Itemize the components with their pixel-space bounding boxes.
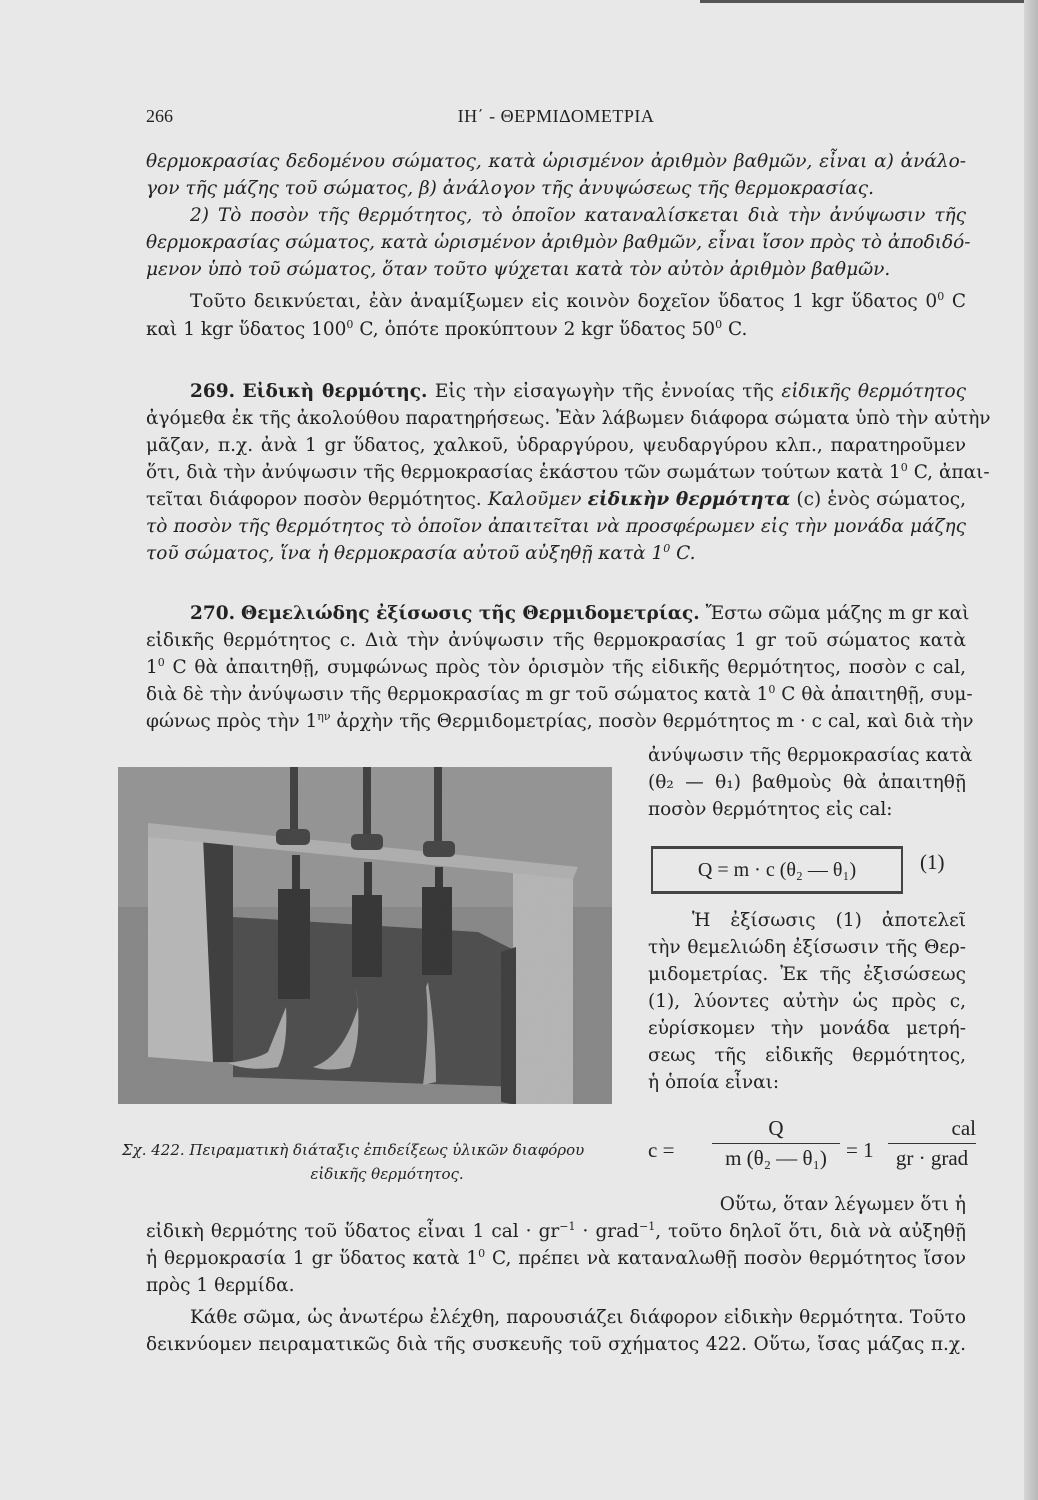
text-line: ὅτι, διὰ τὴν ἀνύψωσιν τῆς θερμοκρασίας ἑκάστου τῶν σωμάτων τούτων κατὰ $1^0$ C, ἀπαι- [146,461,990,483]
text-line: μᾶζαν, π.χ. ἀνὰ 1 gr ὕδατος, χαλκοῦ, ὑδραργύρου, ψευδαργύρου κλπ., παρατηροῦμεν [146,435,966,456]
text-line: διὰ δὲ τὴν ἀνύψωσιν τῆς θερμοκρασίας m gr τοῦ σώματος κατὰ $1^0$ C θὰ ἀπαιτηθῇ, συμ- [146,683,973,705]
boxed-equation: Q = m · c (θ₂ — θ₁) [651,846,903,894]
text-line: ποσὸν θερμότητος εἰς cal: [648,799,893,820]
text-line: (1), λύοντες αὐτὴν ὡς πρὸς c, [648,991,966,1012]
text-line: ἡ ὁποία εἶναι: [648,1072,780,1093]
text-line: φώνως πρὸς τὴν $1^{\eta\nu}$ ἀρχὴν τῆς Θερμιδομετρίας, ποσὸν θερμότητος m · c cal, καὶ διὰ τὴν [146,710,974,732]
page-top-edge [700,0,1038,3]
page-header [146,106,966,130]
text-line: καὶ 1 kgr ὕδατος $100^0$ C, ὁπότε προκύπτουν 2 kgr ὕδατος $50^0$ C. [146,318,748,340]
section-269-heading-line: 269. Εἰδικὴ θερμότης. Εἰς τὴν εἰσαγωγὴν τῆς ἐννοίας τῆς εἰδικῆς θερμότητος [190,381,966,402]
text-line: ἀγόμεθα ἐκ τῆς ἀκολούθου παρατηρήσεως. Ἐὰν λάβωμεν διάφορα σώματα ὑπὸ τὴν αὐτὴν [146,408,991,429]
text-line: Κάθε σῶμα, ὡς ἀνωτέρω ἐλέχθη, παρουσιάζει διάφορον εἰδικὴν θερμότητα. Τοῦτο [190,1307,966,1328]
figure-422-photo [118,767,612,1104]
text-line: θερμοκρασίας σώματος, κατὰ ὡρισμένον ἀριθμὸν βαθμῶν, εἶναι ἴσον πρὸς τὸ ἀποδιδό- [146,232,971,253]
text-line: ἡ θερμοκρασία 1 gr ὕδατος κατὰ $1^0$ C, πρέπει νὰ καταναλωθῇ ποσὸν θερμότητος ἴσον [146,1247,966,1269]
section-title: Εἰδικὴ θερμότης. [242,381,428,402]
text-line: $1^0$ C θὰ ἀπαιτηθῇ, συμφώνως πρὸς τὸν ὁρισμὸν τῆς εἰδικῆς θερμότητος, ποσὸν c cal, [146,656,966,678]
text-line: θερμοκρασίας δεδομένου σώματος, κατὰ ὡρισμένον ἀριθμὸν βαθμῶν, εἶναι α) ἀνάλο- [146,151,966,172]
text-line: πρὸς 1 θερμίδα. [146,1275,295,1296]
text-line: τεῖται διάφορον ποσὸν θερμότητος. Καλοῦμεν εἰδικὴν θερμότητα (c) ἑνὸς σώματος, [146,489,966,510]
page-binding-edge [1024,0,1038,1500]
section-number: 269. [190,381,236,402]
text-line: τοῦ σώματος, ἵνα ἡ θερμοκρασία αὐτοῦ αὐξηθῇ κατὰ $1^0$ C. [146,542,696,564]
text-line: εὑρίσκομεν τὴν μονάδα μετρή- [648,1018,966,1039]
running-title: ΙΗ΄ - ΘΕΡΜΙΔΟΜΕΤΡΙΑ [457,106,655,126]
text-line: εἰδικῆς θερμότητος c. Διὰ τὴν ἀνύψωσιν τῆς θερμοκρασίας 1 gr τοῦ σώματος κατὰ [146,630,966,651]
text-line: εἰδικὴ θερμότης τοῦ ὕδατος εἶναι 1 cal · $gr^{-1}$ · grad$^{-1}$, τοῦτο δηλοῖ ὅτι, διὰ νὰ αὐξηθῇ [146,1220,966,1242]
apparatus-illustration [118,767,612,1104]
equation-number: (1) [920,850,945,874]
text-line: δεικνύομεν πειραματικῶς διὰ τῆς συσκευῆς τοῦ σχήματος 422. Οὕτω, ἴσας μάζας π.χ. [146,1334,966,1355]
specific-heat-unit-formula: c = $\frac{Q}{\text{m (θ₂ — θ₁)}}$ = 1 cal gr · grad [648,1116,976,1170]
figure-caption: Σχ. 422. Πειραματικὴ διάταξις ἐπιδείξεως ὑλικῶν διαφόρου εἰδικῆς θερμότητος. [122,1141,585,1183]
text-line: μιδομετρίας. Ἐκ τῆς ἐξισώσεως [648,964,966,985]
text-line: Οὕτω, ὅταν λέγωμεν ὅτι ἡ [719,1194,966,1215]
section-title: Θεμελιώδης ἐξίσωσις τῆς Θερμιδομετρίας. [240,603,700,624]
page-number: 266 [146,106,173,126]
figure-label: Σχ. 422. [122,1141,185,1159]
section-270-heading-line: 270. Θεμελιώδης ἐξίσωσις τῆς Θερμιδομετρίας. Ἔστω σῶμα μάζης m gr καὶ [190,603,970,624]
text-line: γον τῆς μάζης τοῦ σώματος, β) ἀνάλογον τῆς ἀνυψώσεως τῆς θερμοκρασίας. [146,178,874,199]
text-line: 2) Τὸ ποσὸν τῆς θερμότητος, τὸ ὁποῖον καταναλίσκεται διὰ τὴν ἀνύψωσιν τῆς [190,205,966,226]
text-line: Τοῦτο δεικνύεται, ἐὰν ἀναμίξωμεν εἰς κοινὸν δοχεῖον ὕδατος 1 kgr ὕδατος $0^0$ C [190,290,966,312]
text-line: Ἡ ἐξίσωσις (1) ἀποτελεῖ [692,910,966,931]
text-line: τὴν θεμελιώδη ἐξίσωσιν τῆς Θερ- [648,937,966,958]
section-number: 270. [190,603,236,624]
text-line: ἀνύψωσιν τῆς θερμοκρασίας κατὰ [648,745,973,766]
text-line: (θ₂ — θ₁) βαθμοὺς θὰ ἀπαιτηθῇ [648,772,966,793]
defined-term: εἰδικὴν θερμότητα [587,489,791,510]
unit-fraction: cal gr · grad [888,1116,976,1171]
text-line: τὸ ποσὸν τῆς θερμότητος τὸ ὁποῖον ἀπαιτεῖται νὰ προσφέρωμεν εἰς τὴν μονάδα μάζης [146,516,966,537]
text-line: σεως τῆς εἰδικῆς θερμότητος, [648,1045,966,1066]
text-line: μενον ὑπὸ τοῦ σώματος, ὅταν τοῦτο ψύχεται κατὰ τὸν αὐτὸν ἀριθμὸν βαθμῶν. [146,259,891,280]
fraction: $\frac{Q}{\text{m (θ₂ — θ₁)}}$ [712,1116,840,1171]
